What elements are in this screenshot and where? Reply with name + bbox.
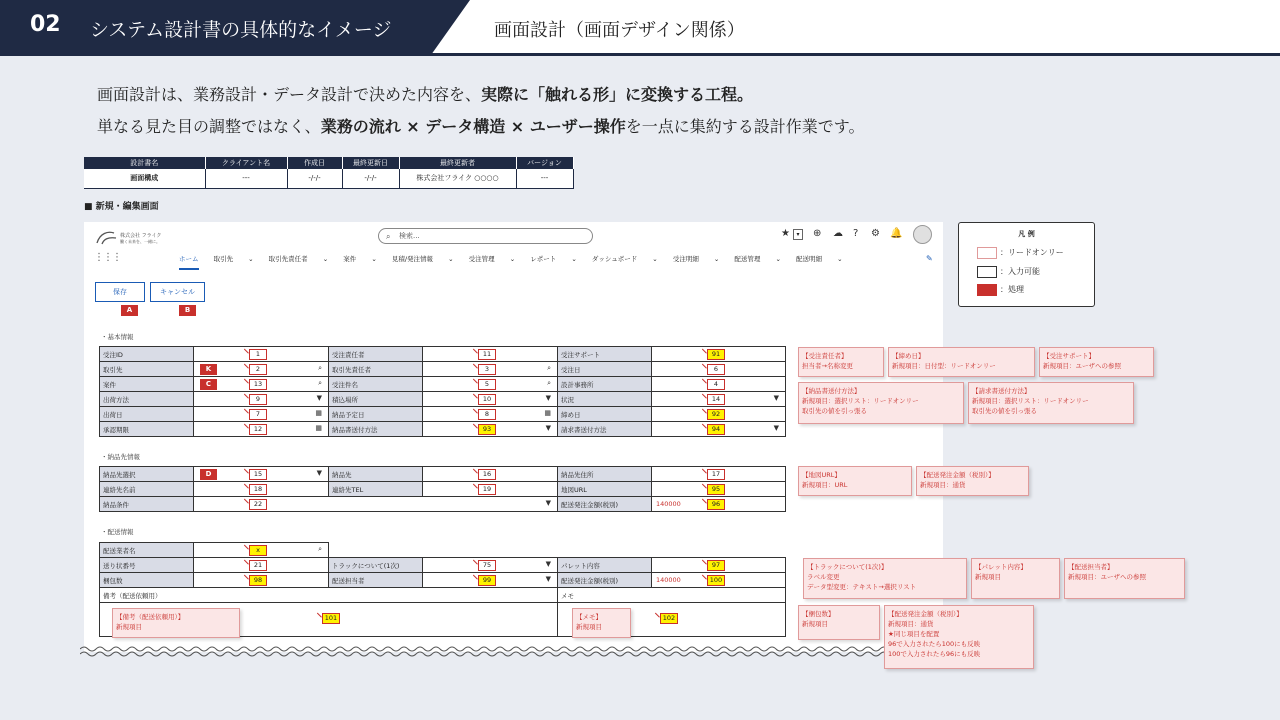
- process-badge: C: [200, 379, 217, 390]
- gear-icon[interactable]: ⚙: [871, 228, 880, 239]
- field-number-tag: 8: [478, 409, 496, 420]
- field-number-tag: 96: [707, 499, 725, 510]
- field-number-tag: 101: [322, 613, 340, 624]
- annotation-note: 【メモ】 新規項目: [572, 608, 631, 638]
- dropdown-arrow-icon[interactable]: ▼: [316, 394, 322, 402]
- dropdown-arrow-icon[interactable]: ▼: [773, 394, 779, 402]
- meta-header: 作成日: [287, 157, 342, 169]
- add-icon[interactable]: ⊕: [813, 228, 822, 239]
- section-basic-title: ・基本情報: [101, 333, 134, 341]
- field-input[interactable]: [423, 422, 558, 437]
- field-label: トラックについて(1次): [329, 558, 423, 573]
- legend-box: [958, 222, 1095, 307]
- field-input[interactable]: [194, 543, 329, 558]
- field-number-tag: 6: [707, 364, 725, 375]
- field-input[interactable]: [194, 482, 329, 497]
- field-label: 送り状番号: [100, 558, 194, 573]
- memo-label: メモ: [558, 588, 786, 603]
- field-input[interactable]: [423, 482, 558, 497]
- field-number-tag: 5: [478, 379, 496, 390]
- nav-label: ダッシュボード: [591, 255, 638, 263]
- legend-swatch-process: [977, 284, 997, 296]
- meta-header: バージョン: [516, 157, 573, 169]
- field-input[interactable]: [194, 467, 329, 482]
- field-label: 納品先: [329, 467, 423, 482]
- remarks-label: 備考（配送依頼用）: [100, 588, 558, 603]
- section-destination-title: ・納品先情報: [101, 453, 140, 461]
- field-label: 配送担当者: [329, 573, 423, 588]
- form-row: [100, 392, 786, 407]
- company-logo-icon: [94, 229, 118, 247]
- form-row: [100, 573, 786, 588]
- section-marker: ■ 新規・編集画面: [84, 202, 159, 212]
- field-number-tag: 13: [249, 379, 267, 390]
- field-label: 案件: [100, 377, 194, 392]
- field-number-tag: 9: [249, 394, 267, 405]
- intro-line-2: [97, 114, 865, 137]
- legend-row-input: [977, 265, 1040, 278]
- field-label: 納品書送付方法: [329, 422, 423, 437]
- field-number-tag: 15: [249, 469, 267, 480]
- nav-label: 受注管理: [468, 255, 495, 263]
- intro-emphasis: 業務の流れ × データ構造 × ユーザー操作: [320, 117, 626, 136]
- field-input[interactable]: [423, 347, 558, 362]
- field-number-tag: 10: [478, 394, 496, 405]
- form-row: [100, 377, 786, 392]
- meta-value: 画面構成: [84, 169, 205, 188]
- field-number-tag: 95: [707, 484, 725, 495]
- field-label: 積込場所: [329, 392, 423, 407]
- cloud-icon[interactable]: ☁: [833, 228, 843, 239]
- nav-label: 取引先: [213, 255, 234, 263]
- search-icon[interactable]: ⌕: [318, 379, 322, 387]
- annotation-note: 【パレット内容】 新規項目: [971, 558, 1060, 599]
- form-row: [100, 558, 786, 573]
- annotation-note: 【配送発注金額（税別）】 新規項目：通貨 ★同じ項目を配置 96で入力されたら100にも反映 100で入力されたら96にも反映: [884, 605, 1034, 669]
- intro-text: 単なる見た目の調整ではなく、: [97, 117, 321, 136]
- form-row: [100, 497, 786, 512]
- field-number-tag: x: [249, 545, 267, 556]
- main-nav: [179, 254, 856, 263]
- field-input[interactable]: [652, 392, 786, 407]
- field-label: 配送業者名: [100, 543, 194, 558]
- field-input[interactable]: [652, 407, 786, 422]
- form-row: [100, 467, 786, 482]
- dropdown-arrow-icon[interactable]: ▼: [545, 424, 551, 432]
- field-input[interactable]: [423, 362, 558, 377]
- dropdown-arrow-icon[interactable]: ▼: [545, 499, 551, 507]
- field-number-tag: 4: [707, 379, 725, 390]
- meta-value: -/-/-: [287, 169, 342, 188]
- form-row: [100, 422, 786, 437]
- field-input[interactable]: [194, 558, 329, 573]
- field-number-tag: 22: [249, 499, 267, 510]
- field-input[interactable]: [194, 392, 329, 407]
- help-icon[interactable]: ?: [853, 228, 859, 239]
- nav-item-home[interactable]: ホーム: [179, 255, 199, 270]
- section-title: システム設計書の具体的なイメージ: [90, 19, 392, 41]
- meta-header: クライアント名: [205, 157, 287, 169]
- intro-line-1: [97, 82, 753, 105]
- field-label: 請求書送付方法: [558, 422, 652, 437]
- annotation-note: 【梱包数】 新規項目: [798, 605, 880, 640]
- global-search-input[interactable]: [378, 228, 593, 244]
- process-badge: D: [200, 469, 217, 480]
- legend-swatch-input: [977, 266, 997, 278]
- dropdown-arrow-icon[interactable]: ▼: [773, 424, 779, 432]
- field-label: 納品先選択: [100, 467, 194, 482]
- nav-label: 取引先責任者: [268, 255, 308, 263]
- annotation-note: 【受注責任者】 担当者→名称変更: [798, 347, 884, 377]
- annotation-note: 【配送担当者】 新規項目：ユーザへの参照: [1064, 558, 1185, 599]
- nav-label: 見積/発注情報: [391, 255, 434, 263]
- annotation-note: 【受注サポート】 新規項目：ユーザへの参照: [1039, 347, 1154, 377]
- field-value: 140000: [656, 500, 681, 508]
- empty-cell: [329, 543, 786, 558]
- form-row: [100, 407, 786, 422]
- field-number-tag: 93: [478, 424, 496, 435]
- nav-item-contacts[interactable]: 取引先責任者 ⌄: [268, 255, 329, 263]
- field-input[interactable]: [194, 407, 329, 422]
- legend-row-readonly: [977, 246, 1064, 259]
- field-number-tag: 1: [249, 349, 267, 360]
- field-input[interactable]: [194, 347, 329, 362]
- field-label: 配送発注金額(税別): [558, 573, 652, 588]
- form-row: [100, 588, 786, 603]
- meta-value: -/-/-: [342, 169, 399, 188]
- shipping-info-grid: [99, 542, 786, 637]
- field-input[interactable]: [652, 482, 786, 497]
- process-badge: K: [200, 364, 217, 375]
- field-number-tag: 7: [249, 409, 267, 420]
- field-input[interactable]: [194, 362, 329, 377]
- field-label: 納品先住所: [558, 467, 652, 482]
- search-icon[interactable]: ⌕: [318, 364, 322, 372]
- field-input[interactable]: [423, 467, 558, 482]
- section-subtitle: 画面設計（画面デザイン関係）: [494, 20, 745, 41]
- document-meta-table: [84, 157, 574, 189]
- search-icon[interactable]: ⌕: [547, 364, 551, 372]
- meta-value: 株式会社フライク ○○○○: [399, 169, 516, 188]
- field-value: 140000: [656, 576, 681, 584]
- remarks-textarea[interactable]: [100, 603, 558, 637]
- nav-item-quotes[interactable]: 見積/発注情報 ⌄: [391, 255, 454, 263]
- nav-item-accounts[interactable]: 取引先 ⌄: [213, 255, 254, 263]
- meta-header: 最終更新日: [342, 157, 399, 169]
- field-number-tag: 11: [478, 349, 496, 360]
- field-label: 地図URL: [558, 482, 652, 497]
- field-label: 梱包数: [100, 573, 194, 588]
- field-label: 設計事務所: [558, 377, 652, 392]
- save-button[interactable]: 保存: [95, 282, 145, 302]
- calendar-icon[interactable]: ▦: [315, 409, 322, 417]
- field-number-tag: 17: [707, 469, 725, 480]
- nav-label: レポート: [530, 255, 557, 263]
- nav-label: 配送管理: [734, 255, 761, 263]
- dropdown-arrow-icon[interactable]: ▼: [545, 394, 551, 402]
- legend-title: 凡 例: [1018, 230, 1035, 238]
- meta-value: ---: [205, 169, 287, 188]
- basic-info-grid: [99, 346, 786, 437]
- field-input[interactable]: [423, 558, 558, 573]
- field-number-tag: 3: [478, 364, 496, 375]
- slide-header: [0, 0, 1280, 56]
- favorites-dropdown-icon[interactable]: ▾: [793, 229, 803, 240]
- field-input[interactable]: [652, 573, 786, 588]
- field-label: 納品予定日: [329, 407, 423, 422]
- field-label: 締め日: [558, 407, 652, 422]
- nav-item-dashboards[interactable]: ダッシュボード ⌄: [591, 255, 658, 263]
- form-row: [100, 347, 786, 362]
- field-label: パレット内容: [558, 558, 652, 573]
- annotation-note: 【トラックについて(1次)】 ラベル変更 データ型変更：テキスト→選択リスト: [803, 558, 967, 599]
- field-input[interactable]: [652, 497, 786, 512]
- field-input[interactable]: [194, 377, 329, 392]
- field-input[interactable]: [652, 377, 786, 392]
- field-number-tag: 97: [707, 560, 725, 571]
- field-input[interactable]: [652, 558, 786, 573]
- field-number-tag: 102: [660, 613, 678, 624]
- nav-item-deals[interactable]: 案件 ⌄: [343, 255, 377, 263]
- field-number-tag: 99: [478, 575, 496, 586]
- field-label: 取引先責任者: [329, 362, 423, 377]
- logo-name: 株式会社 フライク: [120, 233, 162, 239]
- field-label: 出荷方法: [100, 392, 194, 407]
- search-icon[interactable]: ⌕: [318, 545, 322, 553]
- nav-label: 案件: [343, 255, 357, 263]
- memo-textarea[interactable]: [558, 603, 786, 637]
- field-number-tag: 100: [707, 575, 725, 586]
- field-label: 連絡先TEL: [329, 482, 423, 497]
- bell-icon[interactable]: 🔔: [890, 228, 903, 239]
- form-row: [100, 362, 786, 377]
- form-row: [100, 603, 786, 637]
- search-placeholder: 検索...: [399, 232, 420, 240]
- field-input[interactable]: [652, 362, 786, 377]
- field-input[interactable]: [652, 347, 786, 362]
- section-number: 02: [30, 12, 61, 37]
- field-input[interactable]: [194, 422, 329, 437]
- field-input[interactable]: [652, 422, 786, 437]
- nav-item-reports[interactable]: レポート ⌄: [530, 255, 577, 263]
- field-label: 取引先: [100, 362, 194, 377]
- field-input[interactable]: [423, 392, 558, 407]
- field-number-tag: 92: [707, 409, 725, 420]
- avatar[interactable]: [913, 225, 932, 244]
- cancel-button[interactable]: キャンセル: [150, 282, 205, 302]
- nav-item-orders[interactable]: 受注管理 ⌄: [468, 255, 516, 263]
- legend-label: ：入力可能: [1000, 267, 1040, 276]
- field-label: 受注件名: [329, 377, 423, 392]
- torn-edge-divider: [80, 644, 950, 658]
- annotation-note: 【地図URL】 新規項目：URL: [798, 466, 912, 496]
- field-label: 出荷日: [100, 407, 194, 422]
- app-launcher-icon[interactable]: ⋮⋮⋮: [94, 252, 121, 263]
- legend-label: ：処理: [1000, 285, 1024, 294]
- nav-item-order-lines[interactable]: 受注明細 ⌄: [672, 255, 720, 263]
- meta-value: ---: [516, 169, 573, 188]
- field-number-tag: 12: [249, 424, 267, 435]
- intro-emphasis: 実際に「触れる形」に変換する工程。: [481, 85, 754, 104]
- form-row: [100, 543, 786, 558]
- field-number-tag: 16: [478, 469, 496, 480]
- field-input[interactable]: [652, 467, 786, 482]
- legend-row-process: [977, 283, 1024, 296]
- annotation-note: 【配送発注金額（税別）】 新規項目：通貨: [916, 466, 1029, 496]
- field-number-tag: 18: [249, 484, 267, 495]
- legend-swatch-readonly: [977, 247, 997, 259]
- meta-header: 設計書名: [84, 157, 205, 169]
- field-label: 受注ID: [100, 347, 194, 362]
- field-label: 納品条件: [100, 497, 194, 512]
- legend-label: ：リードオンリー: [1000, 248, 1064, 257]
- calendar-icon[interactable]: ▦: [315, 424, 322, 432]
- annotation-note: 【納品書送付方法】 新規項目：選択リスト：リードオンリー 取引先の値を引っ張る: [798, 382, 964, 424]
- nav-item-shipping[interactable]: 配送管理 ⌄: [734, 255, 781, 263]
- field-number-tag: 2: [249, 364, 267, 375]
- annotation-note: 【請求書送付方法】 新規項目：選択リスト：リードオンリー 取引先の値を引っ張る: [968, 382, 1134, 424]
- field-label: 承認期限: [100, 422, 194, 437]
- intro-text: を一点に集約する設計作業です。: [625, 117, 865, 136]
- nav-item-shipping-lines[interactable]: 配送明細 ⌄: [796, 255, 843, 263]
- field-label: 連絡先名前: [100, 482, 194, 497]
- field-number-tag: 94: [707, 424, 725, 435]
- field-number-tag: 14: [707, 394, 725, 405]
- intro-text: 画面設計は、業務設計・データ設計で決めた内容を、: [97, 85, 482, 104]
- edit-pencil-icon[interactable]: ✎: [926, 254, 933, 263]
- favorites-star-icon[interactable]: ★: [781, 228, 790, 239]
- logo-tagline: 働く未来を、一緒に。: [120, 239, 160, 244]
- destination-info-grid: [99, 466, 786, 512]
- search-icon[interactable]: ⌕: [547, 379, 551, 387]
- field-label: 受注日: [558, 362, 652, 377]
- form-row: [100, 482, 786, 497]
- field-label: 受注責任者: [329, 347, 423, 362]
- field-input[interactable]: [423, 377, 558, 392]
- annotation-note: 【備考（配送依頼用）】 新規項目: [112, 608, 240, 638]
- annotation-note: 【締め日】 新規項目：日付型：リードオンリー: [888, 347, 1035, 377]
- dropdown-arrow-icon[interactable]: ▼: [545, 575, 551, 583]
- field-number-tag: 98: [249, 575, 267, 586]
- field-number-tag: 21: [249, 560, 267, 571]
- field-number-tag: 75: [478, 560, 496, 571]
- field-input[interactable]: [194, 573, 329, 588]
- field-input[interactable]: [423, 573, 558, 588]
- process-badge-b: B: [179, 305, 196, 316]
- calendar-icon[interactable]: ▦: [544, 409, 551, 417]
- field-label: 状況: [558, 392, 652, 407]
- field-number-tag: 19: [478, 484, 496, 495]
- dropdown-arrow-icon[interactable]: ▼: [316, 469, 322, 477]
- search-icon: ⌕: [386, 232, 391, 241]
- field-input[interactable]: [194, 497, 558, 512]
- nav-label: 受注明細: [672, 255, 699, 263]
- process-badge-a: A: [121, 305, 138, 316]
- field-input[interactable]: [423, 407, 558, 422]
- field-label: 受注サポート: [558, 347, 652, 362]
- meta-header: 最終更新者: [399, 157, 516, 169]
- nav-label: 配送明細: [796, 255, 822, 263]
- dropdown-arrow-icon[interactable]: ▼: [545, 560, 551, 568]
- section-shipping-title: ・配送情報: [101, 528, 134, 536]
- field-number-tag: 91: [707, 349, 725, 360]
- field-label: 配送発注金額(税別): [558, 497, 652, 512]
